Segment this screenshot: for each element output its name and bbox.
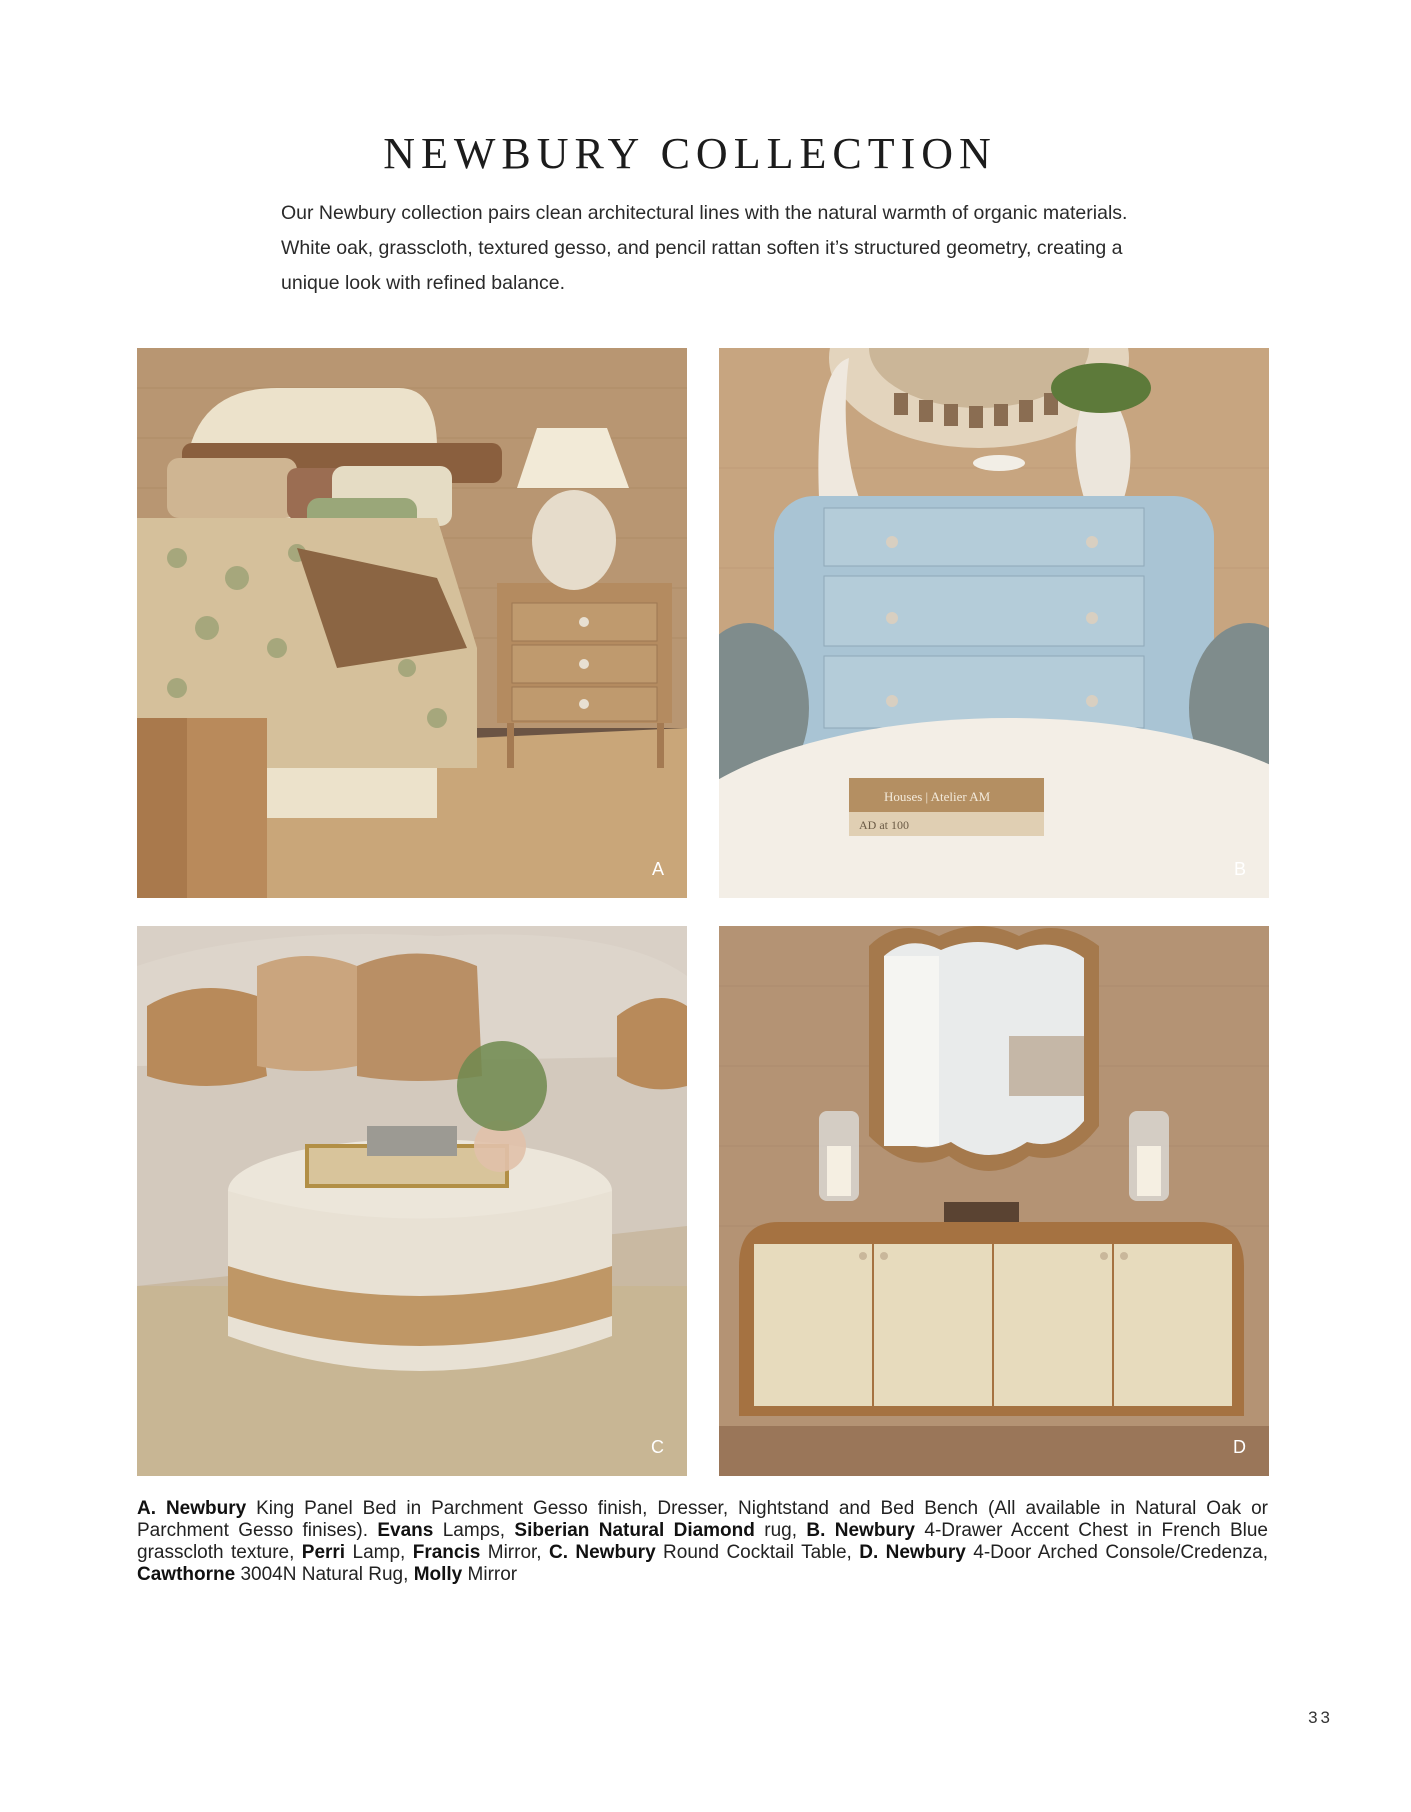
- console-illustration: [719, 926, 1269, 1476]
- photo-label-b: B: [1233, 859, 1247, 879]
- intro-paragraph: [281, 196, 1161, 301]
- caption-text: Lamps,: [433, 1520, 515, 1541]
- caption-text: 4-Drawer Accent Chest in French Blue grasscloth texture,: [137, 1520, 1268, 1563]
- intro-line: Our Newbury collection pairs clean architectural lines with the natural warmth of organic materials.: [281, 202, 1128, 224]
- caption-text: Mirror: [462, 1564, 518, 1585]
- caption-bold: C. Newbury: [548, 1542, 656, 1563]
- caption-text: 3004N Natural Rug,: [235, 1564, 414, 1585]
- caption-bold: A. Newbury: [137, 1498, 247, 1519]
- bedroom-illustration: [137, 348, 687, 898]
- product-caption: [137, 1498, 1268, 1586]
- book-title-bottom: AD at 100: [859, 818, 909, 832]
- caption-text: King Panel Bed in Parchment Gesso finish, Dresser, Nightstand and Bed Bench (All available in Natural Oak or Parchment Gesso finises).: [137, 1498, 1268, 1541]
- caption-bold: Francis: [412, 1542, 481, 1563]
- book-title-top: Houses | Atelier AM: [884, 789, 991, 804]
- caption-bold: Molly: [413, 1564, 463, 1585]
- caption-text: rug,: [754, 1520, 807, 1541]
- caption-bold: Evans: [377, 1520, 434, 1541]
- photo-b-chest: [719, 348, 1269, 898]
- caption-bold: Cawthorne: [137, 1564, 236, 1585]
- chest-illustration: [719, 348, 1269, 898]
- cocktail-table-illustration: [137, 926, 687, 1476]
- photo-label-a: A: [651, 859, 665, 879]
- caption-bold: Siberian Natural Diamond: [514, 1520, 755, 1541]
- caption-text: 4-Door Arched Console/Credenza,: [965, 1542, 1268, 1563]
- caption-text: Round Cocktail Table,: [655, 1542, 860, 1563]
- photo-label-d: D: [1233, 1437, 1247, 1457]
- photo-label-c: C: [651, 1437, 665, 1457]
- intro-line: White oak, grasscloth, textured gesso, and pencil rattan soften it’s structured geometry, creating a: [281, 237, 1123, 259]
- caption-bold: D. Newbury: [859, 1542, 966, 1563]
- photo-c-cocktail-table: [137, 926, 687, 1476]
- caption-bold: B. Newbury: [806, 1520, 916, 1541]
- page-number: 33: [1308, 1708, 1333, 1727]
- page-title: NEWBURY COLLECTION: [383, 129, 997, 178]
- caption-text: Mirror,: [480, 1542, 549, 1563]
- intro-line: unique look with refined balance.: [281, 272, 566, 294]
- photo-d-console: [719, 926, 1269, 1476]
- caption-text: Lamp,: [345, 1542, 413, 1563]
- caption-bold: Perri: [301, 1542, 346, 1563]
- photo-a-bedroom: [137, 348, 687, 898]
